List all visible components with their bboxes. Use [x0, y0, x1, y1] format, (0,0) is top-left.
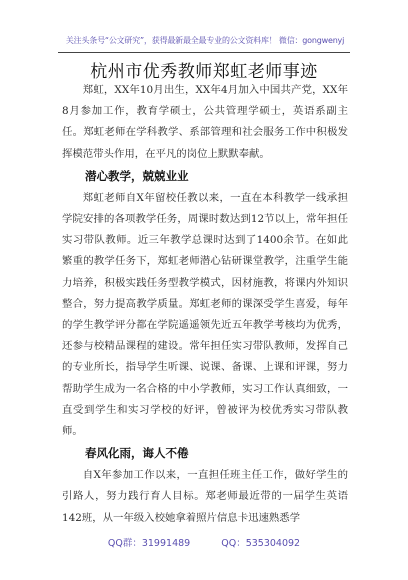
header-divider	[58, 52, 350, 53]
footer-qq-group: QQ群：31991489	[107, 538, 191, 549]
footer-contact	[60, 535, 348, 549]
intro-paragraph: 郑虹，XX年10月出生，XX年4月加入中国共产党，XX年8月参加工作，教育学硕士，公共管理学硕士，英语系副主任。郑虹老师在学科教学、系部管理和社会服务工作中积极发挥模范带头作用，在平凡的岗位上默默奉献。	[62, 84, 348, 160]
mentoring-paragraph: 自X年参加工作以来，一直担任班主任工作，做好学生的引路人，努力践行育人目标。郑老师最近带的一届学生英语142班，从一年级入校她拿着照片信息卡迅速熟悉学	[62, 469, 348, 524]
section-heading-teaching: 潜心教学，兢兢业业	[85, 168, 189, 183]
teaching-paragraph: 郑虹老师自X年留校任教以来，一直在本科教学一线承担学院安排的各项教学任务，周课时数达到12节以上，常年担任实习带队教师。近三年教学总课时达到了1400余节。在如此繁重的教学任务下，郑虹老师潜心钻研课堂教学，注重学生能力培养，积极实践任务型教学模式，因材施教，将课内外知识整合，努力提高教学质量。郑虹老师的课深受学生喜爱，每年的学生教学评分都在学院遥遥领先近五年教学考核均为优秀，还参与校精品课程的建设。常年担任实习带队教师，发挥自己的专业所长，指导学生听课、说课、备课、上课和评课，努力帮助学生成为一名合格的中小学教师，实习工作认真细致，一直受到学生和实习学校的好评，曾被评为校优秀实习带队教师。	[62, 191, 348, 438]
footer-qq: QQ：535304092	[221, 538, 301, 549]
document-body	[62, 80, 348, 529]
section-heading-mentoring: 春风化雨，诲人不倦	[85, 446, 189, 461]
page-title: 杭州市优秀教师郑虹老师事迹	[90, 62, 318, 82]
header-note: 关注头条号“公文研究”，获得最新最全最专业的公文资料库！ 微信：gongwenyj	[65, 36, 345, 45]
